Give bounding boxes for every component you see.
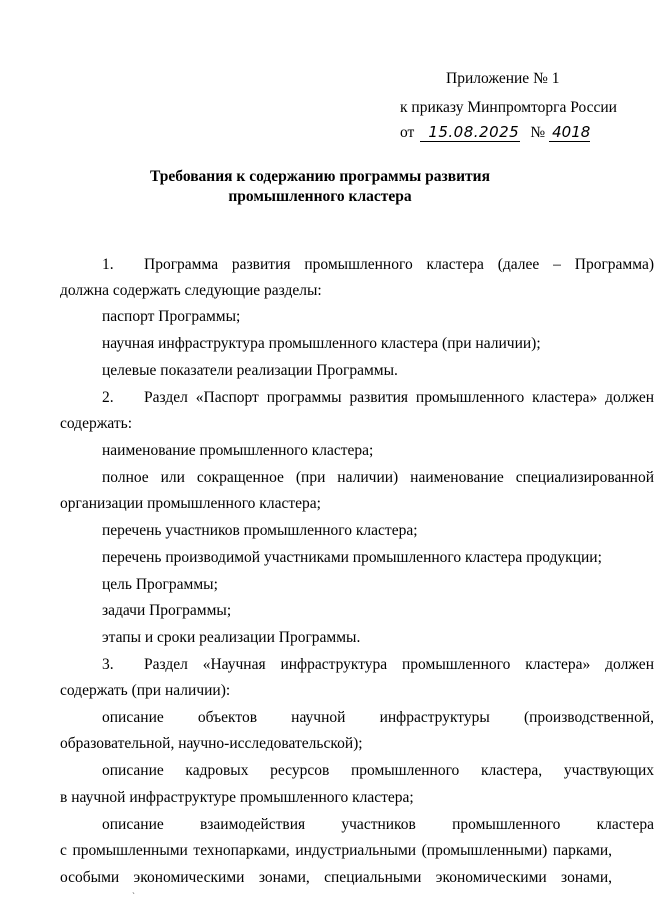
appendix-label: Приложение № 1 xyxy=(446,70,560,87)
handwritten-date: 15.08.2025 xyxy=(420,124,520,142)
list-item: полное или сокращенное (при наличии) наименование специализированной xyxy=(102,469,654,486)
title-line-2: промышленного кластера xyxy=(228,188,412,205)
item-1-line-1: 1. Программа развития промышленного кластера (далее – Программа) xyxy=(102,256,654,273)
list-item: описание объектов научной инфраструктуры (производственной, xyxy=(102,709,654,726)
list-item-continued: с промышленными технопарками, индустриальными (промышленными) парками, xyxy=(60,842,612,859)
list-item-continued: организации промышленного кластера; xyxy=(60,495,321,512)
from-label: от xyxy=(400,124,415,141)
list-item: паспорт Программы; xyxy=(102,308,241,325)
order-reference: к приказу Минпромторга России xyxy=(400,99,617,116)
list-item: задачи Программы; xyxy=(102,602,232,619)
item-3-line-2: содержать (при наличии): xyxy=(60,682,231,699)
item-3-line-1: 3. Раздел «Научная инфраструктура промышленного кластера» должен xyxy=(102,656,654,673)
list-item: научная инфраструктура промышленного кластера (при наличии); xyxy=(102,335,541,352)
list-item: целевые показатели реализации Программы. xyxy=(102,362,398,379)
handwritten-number: 4018 xyxy=(549,124,590,142)
list-item: перечень участников промышленного кластера; xyxy=(102,522,418,539)
scan-mark-icon: ˏ xyxy=(132,884,135,894)
number-label: № xyxy=(530,124,546,141)
item-2-line-2: содержать: xyxy=(60,415,133,432)
item-2-line-1: 2. Раздел «Паспорт программы развития промышленного кластера» должен xyxy=(102,389,654,406)
list-item-continued: особыми экономическими зонами, специальными экономическими зонами, xyxy=(60,869,612,886)
list-item-continued: в научной инфраструктуре промышленного кластера; xyxy=(60,789,414,806)
list-item: цель Программы; xyxy=(102,576,218,593)
order-date-line xyxy=(400,120,620,145)
item-1-line-2: должна содержать следующие разделы: xyxy=(60,282,322,299)
list-item-continued: образовательной, научно-исследовательской); xyxy=(60,735,363,752)
document-title xyxy=(90,167,550,207)
list-item: наименование промышленного кластера; xyxy=(102,442,374,459)
title-line-1: Требования к содержанию программы развития xyxy=(150,168,490,185)
list-item: описание кадровых ресурсов промышленного кластера, участвующих xyxy=(102,762,654,779)
document-header xyxy=(400,66,620,145)
list-item: этапы и сроки реализации Программы. xyxy=(102,629,361,646)
list-item: перечень производимой участниками промышленного кластера продукции; xyxy=(102,549,602,566)
list-item: описание взаимодействия участников промышленного кластера xyxy=(102,816,654,833)
